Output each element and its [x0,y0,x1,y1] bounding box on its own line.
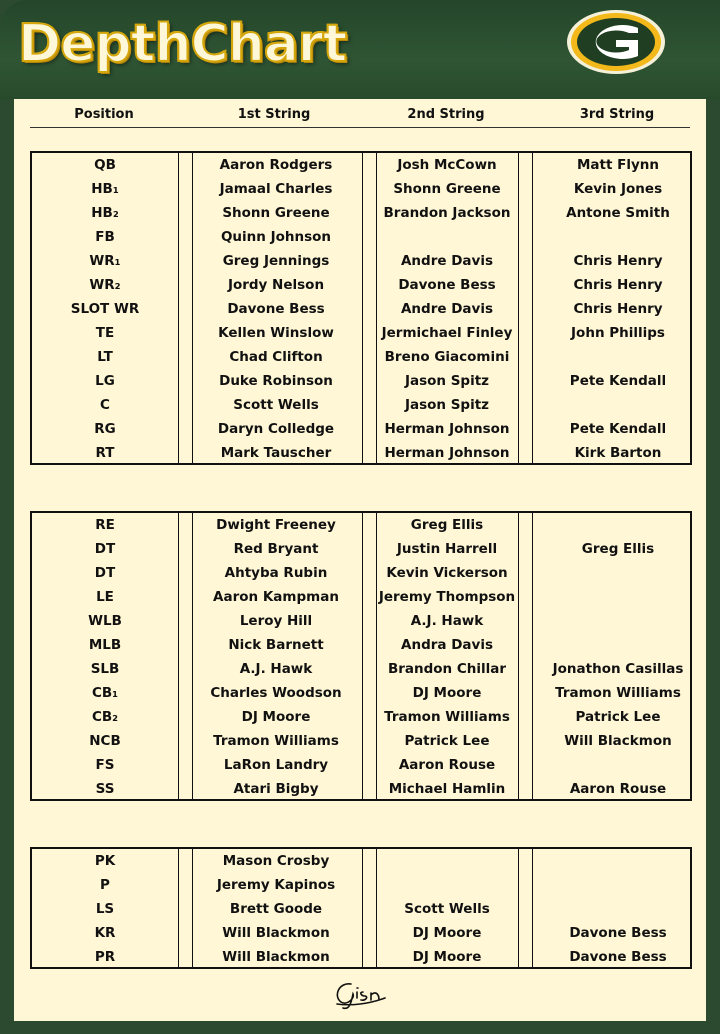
third-string-cell [532,585,704,609]
second-string-cell: Herman Johnson [384,445,510,461]
third-string-cell: Aaron Rouse [569,781,667,797]
special-teams-group [30,847,692,969]
second-string-cell: Michael Hamlin [388,781,506,797]
second-string-cell: Jason Spitz [404,373,490,389]
second-string-cell: Aaron Rouse [398,757,496,773]
position-cell: WLB [88,613,122,629]
table-row [32,945,690,969]
position-cell: P [100,877,110,893]
third-string-cell: John Phillips [571,325,665,341]
second-string-cell: Jason Spitz [404,397,490,413]
second-string-cell: Kevin Vickerson [386,565,508,581]
table-row [32,225,690,249]
first-string-cell: Duke Robinson [219,373,333,389]
first-string-cell: Jordy Nelson [227,277,325,293]
table-row [32,777,690,801]
position-cell: CB₂ [91,709,119,725]
third-string-cell: Chris Henry [573,253,663,269]
depth-chart-panel [14,99,706,1021]
second-string-cell: Greg Ellis [410,517,484,533]
position-cell: KR [94,925,116,941]
second-string-cell: Jeremy Thompson [378,589,516,605]
col-header-second-string: 2nd String [407,107,485,122]
third-string-cell: Chris Henry [573,301,663,317]
table-row [32,897,690,921]
first-string-cell: Davone Bess [227,301,325,317]
second-string-cell: Breno Giacomini [384,349,510,365]
position-cell: NCB [89,733,121,749]
third-string-cell: Antone Smith [566,205,670,221]
position-cell: C [100,397,110,413]
position-cell: RT [95,445,115,461]
position-cell: FS [95,757,115,773]
third-string-cell [532,225,704,249]
second-string-cell: Andre Davis [400,253,493,269]
table-row [32,345,690,369]
third-string-cell: Chris Henry [573,277,663,293]
position-cell: RG [94,421,116,437]
first-string-cell: Scott Wells [233,397,319,413]
third-string-cell: Will Blackmon [564,733,672,749]
first-string-cell: Chad Clifton [229,349,323,365]
third-string-cell [532,393,704,417]
first-string-cell: Mark Tauscher [220,445,332,461]
second-string-cell: DJ Moore [412,949,482,965]
first-string-cell: Aaron Rodgers [219,157,333,173]
second-string-cell: Herman Johnson [384,421,510,437]
second-string-cell: Justin Harrell [396,541,498,557]
second-string-cell: Andra Davis [401,637,493,653]
first-string-cell: Ahtyba Rubin [224,565,328,581]
table-row [32,369,690,393]
table-row [32,921,690,945]
third-string-cell: Pete Kendall [569,373,667,389]
page-title: DepthChart [18,14,347,74]
first-string-cell: Mason Crosby [222,853,330,869]
third-string-cell: Tramon Williams [555,685,681,701]
table-row [32,873,690,897]
third-string-cell: Jonathon Casillas [552,661,684,677]
table-row [32,561,690,585]
first-string-cell: A.J. Hawk [239,661,313,677]
position-cell: SS [95,781,115,797]
first-string-cell: Tramon Williams [213,733,339,749]
table-row [32,585,690,609]
table-row [32,657,690,681]
first-string-cell: Will Blackmon [222,925,330,941]
third-string-cell [532,609,704,633]
position-cell: CB₁ [91,685,119,701]
table-row [32,441,690,465]
position-cell: QB [94,157,116,173]
second-string-cell: Tramon Williams [384,709,510,725]
defense-group [30,511,692,801]
first-string-cell: Kellen Winslow [218,325,334,341]
table-row [32,753,690,777]
third-string-cell: Kirk Barton [574,445,662,461]
third-string-cell: Matt Flynn [576,157,660,173]
third-string-cell: Kevin Jones [573,181,663,197]
first-string-cell: Jamaal Charles [219,181,333,197]
first-string-cell: Jeremy Kapinos [216,877,336,893]
first-string-cell: DJ Moore [241,709,311,725]
position-cell: PK [94,853,116,869]
second-string-cell: Josh McCown [397,157,497,173]
second-string-cell [362,873,532,897]
third-string-cell [532,897,704,921]
table-row [32,729,690,753]
position-cell: LG [95,373,115,389]
first-string-cell: Quinn Johnson [220,229,332,245]
table-row [32,153,690,177]
position-cell: LE [96,589,114,605]
table-row [32,513,690,537]
col-header-first-string: 1st String [237,107,311,122]
second-string-cell: Shonn Greene [393,181,501,197]
col-header-position: Position [74,107,134,122]
third-string-cell [532,513,704,537]
second-string-cell: DJ Moore [412,685,482,701]
first-string-cell: Dwight Freeney [216,517,336,533]
first-string-cell: Aaron Kampman [213,589,339,605]
third-string-cell: Pete Kendall [569,421,667,437]
third-string-cell [532,849,704,873]
position-cell: LT [97,349,113,365]
second-string-cell: A.J. Hawk [410,613,484,629]
first-string-cell: Leroy Hill [239,613,313,629]
table-row [32,705,690,729]
table-row [32,393,690,417]
first-string-cell: Shonn Greene [222,205,330,221]
third-string-cell: Patrick Lee [575,709,661,725]
second-string-cell: Patrick Lee [404,733,490,749]
third-string-cell [532,345,704,369]
position-cell: HB₁ [91,181,119,197]
signature [329,976,389,1012]
table-row [32,633,690,657]
second-string-cell: Andre Davis [400,301,493,317]
second-string-cell: DJ Moore [412,925,482,941]
second-string-cell [362,225,532,249]
table-row [32,201,690,225]
header-bar [0,0,720,100]
table-row [32,297,690,321]
first-string-cell: Nick Barnett [228,637,324,653]
first-string-cell: Brett Goode [229,901,323,917]
col-header-third-string: 3rd String [579,107,655,122]
table-row [32,249,690,273]
second-string-cell: Brandon Chillar [387,661,507,677]
first-string-cell: Greg Jennings [222,253,330,269]
table-row [32,417,690,441]
position-cell: RE [95,517,115,533]
position-cell: DT [94,541,116,557]
table-row [32,681,690,705]
second-string-cell: Brandon Jackson [383,205,511,221]
second-string-cell: Davone Bess [398,277,496,293]
position-cell: TE [95,325,115,341]
third-string-cell [532,753,704,777]
position-cell: PR [94,949,116,965]
first-string-cell: LaRon Landry [223,757,329,773]
position-cell: WR₁ [89,253,121,269]
position-cell: WR₂ [89,277,121,293]
table-row [32,177,690,201]
table-row [32,849,690,873]
third-string-cell: Greg Ellis [581,541,655,557]
second-string-cell [362,849,532,873]
first-string-cell: Atari Bigby [233,781,319,797]
first-string-cell: Daryn Colledge [217,421,335,437]
first-string-cell: Red Bryant [233,541,319,557]
third-string-cell [532,873,704,897]
table-row [32,321,690,345]
table-row [32,273,690,297]
position-cell: MLB [88,637,122,653]
first-string-cell: Charles Woodson [210,685,342,701]
position-cell: DT [94,565,116,581]
third-string-cell [532,633,704,657]
header-divider [30,127,690,128]
offense-group [30,151,692,465]
packers-g-logo-icon [566,9,666,75]
position-cell: SLB [90,661,120,677]
third-string-cell: Davone Bess [569,925,667,941]
position-cell: SLOT WR [70,301,140,317]
third-string-cell [532,561,704,585]
position-cell: FB [95,229,115,245]
third-string-cell: Davone Bess [569,949,667,965]
first-string-cell: Will Blackmon [222,949,330,965]
second-string-cell: Scott Wells [404,901,490,917]
table-row [32,537,690,561]
table-row [32,609,690,633]
position-cell: LS [95,901,115,917]
position-cell: HB₂ [91,205,119,221]
second-string-cell: Jermichael Finley [381,325,513,341]
